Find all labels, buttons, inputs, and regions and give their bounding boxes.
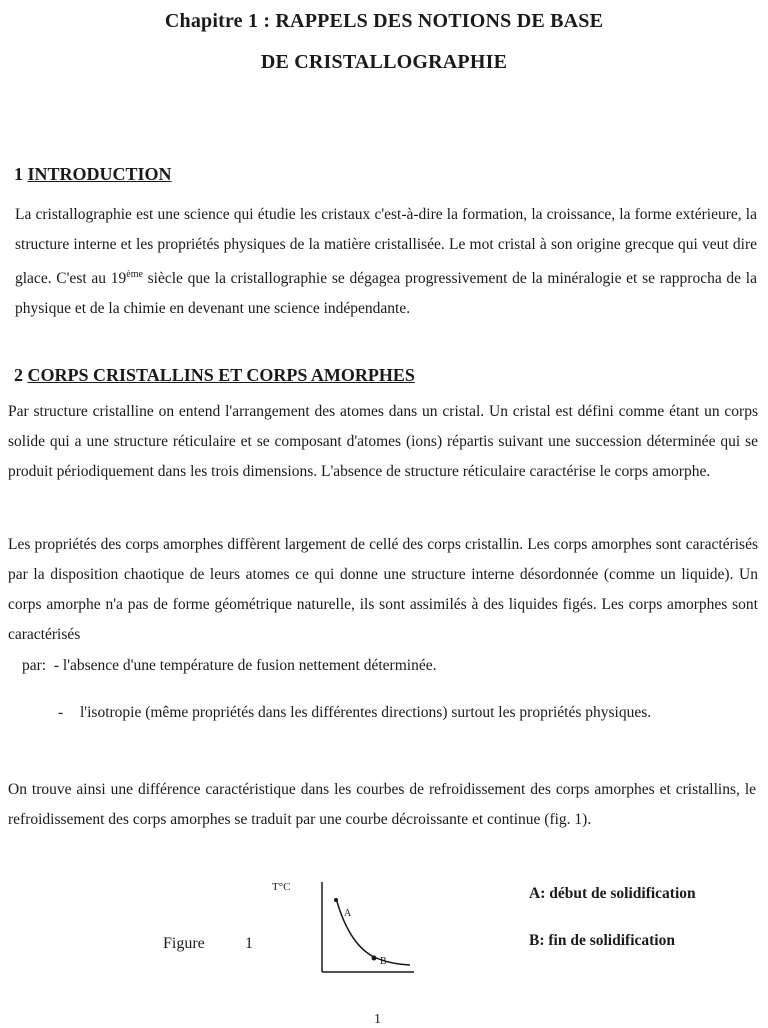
section2-heading [14,365,415,386]
figure-label: Figure [163,935,205,952]
y-axis-label: T°C [272,881,291,893]
bullet1-text: - l'absence d'une température de fusion nettement déterminée. [53,657,437,674]
bullet-isotropie [58,698,748,728]
section1-heading [14,164,172,185]
bullet-prefix: par: [22,657,47,674]
chapter-title-line2: DE CRISTALLOGRAPHIE [260,51,508,73]
section1-number: 1 [14,164,23,184]
point-a-label: A [344,908,352,919]
superscript-ordinal: ème [126,269,143,280]
point-b-label: B [380,956,387,967]
cooling-curve-chart [270,872,420,982]
bullet-fusion [22,651,722,681]
section1-paragraph [15,200,757,324]
section2-paragraph2: Les propriétés des corps amorphes diffèrent largement de cellé des corps cristallin. Les corps amorphes sont caractérisés par la disposition chaotique de leurs atomes ce qui donne une structure interne désordonnée (comme un liquide). Un corps amorphe n'a pas de forme géométrique naturelle, ils sont assimilés à des liquides figés. Les corps amorphes sont caractérisés [8,536,758,643]
figure-number: 1 [245,935,253,952]
chapter-title-line1: Chapitre 1 : RAPPELS DES NOTIONS DE BASE [164,10,604,32]
bullet2-mark: - [58,704,64,721]
section1-title: INTRODUCTION [27,164,172,184]
point-a-marker [334,898,338,902]
legend-a: A: début de solidification [529,885,696,902]
section2-number: 2 [14,365,23,385]
point-b-marker [372,956,377,961]
page-number: 1 [374,1012,381,1027]
section2-title: CORPS CRISTALLINS ET CORPS AMORPHES [27,365,415,385]
section1-paragraph-a: La cristallographie est une science qui étudie les cristaux c'est-à-dire la formation, la croissance, la forme extérieure, la structure interne et les propriétés physiques de la matière cristallisée. Le mot cristal à son origine grecque qui veut dire glace. C'est au 19 [15,206,757,288]
bullet2-text: l'isotropie (même propriétés dans les différentes directions) surtout les propriétés physiques. [80,704,652,721]
section2-paragraph1: Par structure cristalline on entend l'arrangement des atomes dans un cristal. Un cristal est défini comme étant un corps solide qui a une structure réticulaire et se composant d'atomes (ions) répartis suivant une succession déterminée qui se produit périodiquement dans les trois dimensions. L'absence de structure réticulaire caractérise le corps amorphe. [8,403,758,480]
section2-paragraph3: On trouve ainsi une différence caractéristique dans les courbes de refroidissement des corps amorphes et cristallins, le refroidissement des corps amorphes se traduit par une courbe décroissante et continue (fig. 1). [8,781,756,828]
section1-paragraph-b: siècle que la cristallographie se dégagea progressivement de la minéralogie et se rapprocha de la physique et de la chimie en devenant une science indépendante. [15,270,757,318]
legend-b: B: fin de solidification [529,932,675,949]
